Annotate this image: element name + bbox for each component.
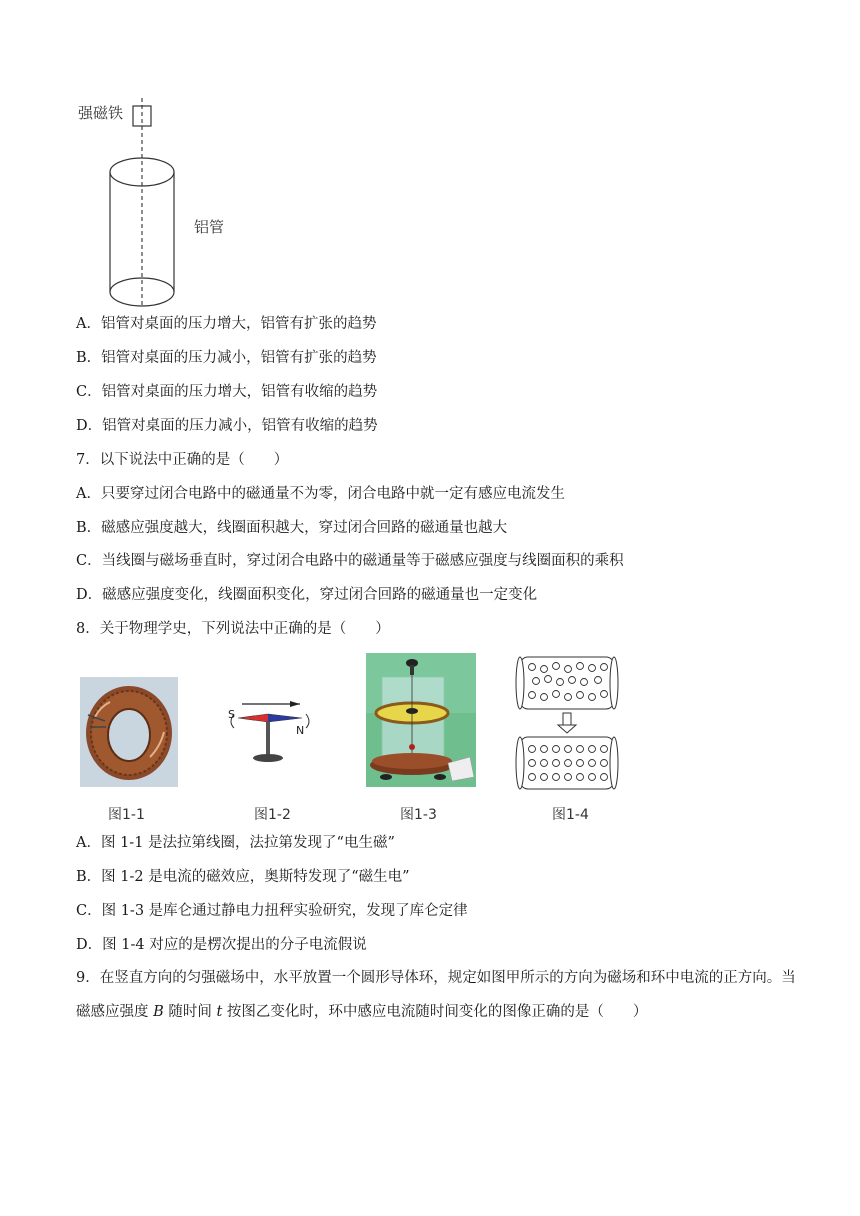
q7-option-d: D．磁感应强度变化，线圈面积变化，穿过闭合回路的磁通量也一定变化 <box>76 587 538 603</box>
q6-option-c: C．铝管对桌面的压力增大，铝管有收缩的趋势 <box>76 384 378 400</box>
q9-text-1: 9．在竖直方向的匀强磁场中，水平放置一个圆形导体环，规定如图甲所示的方向为磁场和环中电流的正方向。当磁感应强度 <box>76 970 796 1020</box>
q8-option-d: D．图 1-4 对应的是楞次提出的分子电流假说 <box>76 937 367 953</box>
figure-1-4-caption: 图1-4 <box>552 807 589 823</box>
figure-1-1-caption: 图1-1 <box>108 807 145 823</box>
figure-1-2-compass <box>220 696 325 770</box>
q7-option-a: A．只要穿过闭合电路中的磁通量不为零，闭合电路中就一定有感应电流发生 <box>76 486 565 502</box>
q8-option-c: C．图 1-3 是库仑通过静电力扭秤实验研究，发现了库仑定律 <box>76 903 468 919</box>
tube-label: 铝管 <box>194 218 225 236</box>
q7-option-c: C．当线圈与磁场垂直时，穿过闭合电路中的磁通量等于磁感应强度与线圈面积的乘积 <box>76 553 624 569</box>
q9-var-t: t <box>216 1004 223 1020</box>
figure-1-3-torsion-balance <box>366 653 476 787</box>
q8-option-a: A．图 1-1 是法拉第线圈，法拉第发现了“电生磁” <box>76 835 395 851</box>
magnet-tube-diagram <box>100 96 190 316</box>
q6-option-d: D．铝管对桌面的压力减小，铝管有收缩的趋势 <box>76 418 378 434</box>
needle-s-label: S <box>228 708 235 721</box>
q7-stem: 7．以下说法中正确的是（ ） <box>76 452 289 468</box>
q9-var-b: B <box>153 1004 164 1020</box>
figure-1-2-caption: 图1-2 <box>254 807 291 823</box>
magnet-label: 强磁铁 <box>78 104 124 122</box>
q6-option-a: A．铝管对桌面的压力增大，铝管有扩张的趋势 <box>76 316 377 332</box>
figure-1-4-molecular-currents <box>512 653 622 793</box>
q6-option-b: B．铝管对桌面的压力减小，铝管有扩张的趋势 <box>76 350 377 366</box>
q9-text-3: 按图乙变化时，环中感应电流随时间变化的图像正确的是（ ） <box>222 1004 648 1020</box>
figure-1-3-caption: 图1-3 <box>400 807 437 823</box>
q8-stem: 8．关于物理学史，下列说法中正确的是（ ） <box>76 621 390 637</box>
q7-option-b: B．磁感应强度越大，线圈面积越大，穿过闭合回路的磁通量也越大 <box>76 520 508 536</box>
q8-option-b: B．图 1-2 是电流的磁效应，奥斯特发现了“磁生电” <box>76 869 410 885</box>
figure-1-1-coil <box>80 677 178 787</box>
needle-n-label: N <box>296 724 305 737</box>
q9-text-2: 随时间 <box>163 1004 217 1020</box>
q9-stem <box>76 961 796 1029</box>
